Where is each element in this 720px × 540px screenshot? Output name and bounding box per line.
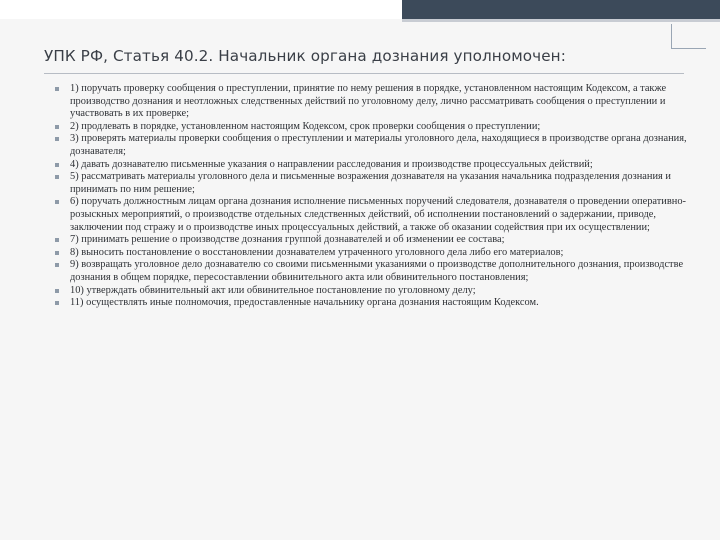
list-item-text: 8) выносить постановление о восстановлении дознавателем утраченного уголовного дела либо его материалов; — [70, 246, 564, 258]
top-accent-line — [0, 19, 720, 22]
bullet-icon — [55, 163, 59, 167]
bullet-icon — [55, 200, 59, 204]
list-item — [52, 133, 702, 158]
list-item — [52, 247, 702, 260]
list-item — [52, 83, 702, 121]
bullet-icon — [55, 137, 59, 141]
bullet-list — [52, 83, 702, 310]
bullet-icon — [55, 251, 59, 255]
top-dark-band — [0, 0, 720, 19]
corner-frame-decoration — [671, 24, 706, 49]
bullet-icon — [55, 301, 59, 305]
list-item — [52, 259, 702, 284]
list-item — [52, 171, 702, 196]
list-item — [52, 297, 702, 310]
bullet-icon — [55, 175, 59, 179]
slide-content — [52, 83, 702, 310]
list-item-text: 9) возвращать уголовное дело дознавателю со своими письменными указаниями о производстве дополнительного дознания, производстве дознания в общем порядке, пересоставлении обвинительного акта или обвинительного постановления; — [70, 259, 684, 283]
list-item-text: 4) давать дознавателю письменные указания о направлении расследования и производстве процессуальных действий; — [70, 158, 593, 170]
list-item-text: 10) утверждать обвинительный акт или обвинительное постановление по уголовному делу; — [70, 284, 476, 296]
list-item — [52, 196, 702, 234]
list-item-text: 7) принимать решение о производстве дознания группой дознавателей и об изменении ее состава; — [70, 234, 505, 246]
bullet-icon — [55, 125, 59, 129]
title-divider — [44, 73, 684, 74]
list-item — [52, 234, 702, 247]
bullet-icon — [55, 87, 59, 91]
list-item — [52, 159, 702, 172]
list-item — [52, 285, 702, 298]
list-item-text: 5) рассматривать материалы уголовного дела и письменные возражения дознавателя на указания начальника подразделения дознания и принимать по ним решение; — [70, 171, 671, 195]
list-item-text: 3) проверять материалы проверки сообщения о преступлении и материалы уголовного дела, находящиеся в производстве органа дознания, дознавателя; — [70, 133, 687, 157]
list-item-text: 11) осуществлять иные полномочия, предоставленные начальнику органа дознания настоящим Кодексом. — [70, 297, 539, 309]
top-decor-bar — [0, 0, 720, 19]
list-item-text: 2) продлевать в порядке, установленном настоящим Кодексом, срок проверки сообщения о преступлении; — [70, 120, 541, 132]
bullet-icon — [55, 263, 59, 267]
slide-title: УПК РФ, Статья 40.2. Начальник органа дознания уполномочен: — [44, 47, 566, 65]
list-item-text: 1) поручать проверку сообщения о преступлении, принятие по нему решения в порядке, установленном настоящим Кодексом, а также производство дознания и неотложных следственных действий по уголовному делу, лично рассматривать сообщения о преступлении и участвовать в их проверке; — [70, 83, 667, 120]
list-item-text: 6) поручать должностным лицам органа дознания исполнение письменных поручений следователя, дознавателя о проведении оперативно-розыскных мероприятий, о производстве отдельных следственных действий, об исполнении постановлений о задержании, приводе, заключении под стражу и о производстве иных процессуальных действий, а также об оказании содействия при их осуществлении; — [70, 196, 686, 233]
bullet-icon — [55, 238, 59, 242]
list-item — [52, 121, 702, 134]
bullet-icon — [55, 289, 59, 293]
